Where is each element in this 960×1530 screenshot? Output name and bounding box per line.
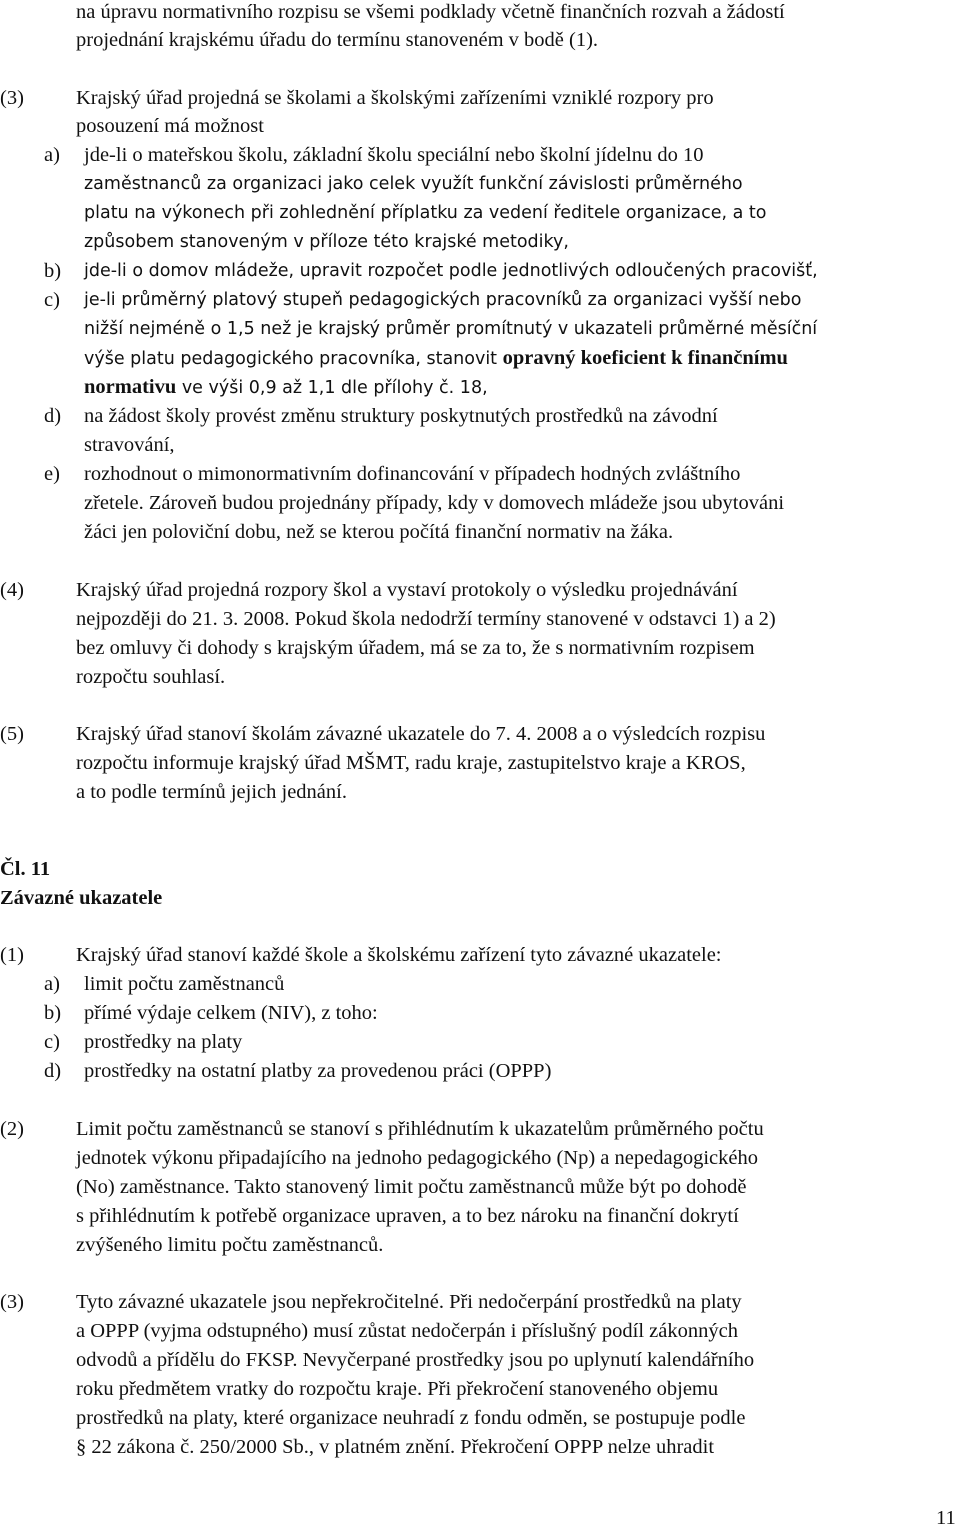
text-line: nižší nejméně o 1,5 než je krajský průměr promítnutý v ukazateli průměrné měsíční (84, 319, 818, 339)
list-marker: c) (44, 1031, 60, 1053)
page-number: 11 (936, 1507, 956, 1529)
text-line: a to podle termínů jejich jednání. (76, 781, 347, 803)
text-span: ve výši 0,9 až 1,1 dle přílohy č. 18, (176, 378, 488, 398)
list-marker: a) (44, 144, 60, 166)
list-marker: c) (44, 289, 60, 311)
bold-text: normativu (84, 376, 177, 398)
article-number (0, 857, 50, 881)
list-item: limit počtu zaměstnanců (84, 973, 285, 995)
text-line: Tyto závazné ukazatele jsou nepřekročitelné. Při nedočerpání prostředků na platy (76, 1291, 742, 1313)
text-line: projednání krajskému úřadu do termínu stanoveném v bodě (1). (76, 29, 599, 51)
text-line: s přihlédnutím k potřebě organizace upraven, a to bez nároku na finanční dokrytí (76, 1205, 739, 1227)
text-line: prostředků na platy, které organizace neuhradí z fondu odměn, se postupuje podle (76, 1407, 746, 1429)
paragraph-number: (5) (0, 723, 24, 745)
text-line: je-li průměrný platový stupeň pedagogických pracovníků za organizaci vyšší nebo (84, 290, 802, 310)
text-line: způsobem stanoveným v příloze této krajské metodiky, (84, 232, 569, 252)
text-line: rozpočtu souhlasí. (76, 666, 226, 688)
text-line: na žádost školy provést změnu struktury poskytnutých prostředků na závodní (84, 405, 718, 427)
text-line: rozhodnout o mimonormativním dofinancování v případech hodných zvláštního (84, 463, 741, 485)
text-line: jde-li o domov mládeže, upravit rozpočet podle jednotlivých odloučených pracovišť, (84, 261, 818, 281)
article-label: Čl. 11 (0, 858, 51, 880)
text-line: a OPPP (vyjma odstupného) musí zůstat nedočerpán i příslušný podíl zákonných (76, 1320, 738, 1342)
paragraph-number: (4) (0, 579, 24, 601)
text-line: Krajský úřad projedná rozpory škol a vystaví protokoly o výsledku projednávání (76, 579, 738, 601)
article-title: Závazné ukazatele (0, 887, 163, 909)
bold-text: opravný koeficient k finančnímu (502, 347, 788, 369)
paragraph-number: (1) (0, 944, 24, 966)
text-line: Krajský úřad stanoví školám závazné ukazatele do 7. 4. 2008 a o výsledcích rozpisu (76, 723, 766, 745)
text-line: platu na výkonech při zohlednění příplatku za vedení ředitele organizace, a to (84, 203, 767, 223)
list-marker: b) (44, 260, 62, 282)
text-span: výše platu pedagogického pracovníka, stanovit (84, 349, 503, 369)
text-line: jde-li o mateřskou školu, základní školu speciální nebo školní jídelnu do 10 (84, 144, 704, 166)
list-item: prostředky na platy (84, 1031, 243, 1053)
text-line: roku předmětem vratky do rozpočtu kraje. Při překročení stanoveného objemu (76, 1378, 719, 1400)
text-line: zvýšeného limitu počtu zaměstnanců. (76, 1234, 384, 1256)
text-line: nejpozději do 21. 3. 2008. Pokud škola nedodrží termíny stanovené v odstavci 1) a 2) (76, 608, 776, 630)
text-line: bez omluvy či dohody s krajským úřadem, má se za to, že s normativním rozpisem (76, 637, 755, 659)
text-line: (No) zaměstnance. Takto stanovený limit počtu zaměstnanců může být po dohodě (76, 1176, 747, 1198)
list-marker: a) (44, 973, 60, 995)
text-line: jednotek výkonu připadajícího na jednoho pedagogického (Np) a nepedagogického (76, 1147, 758, 1169)
text-line: na úpravu normativního rozpisu se všemi podklady včetně finančních rozvah a žádostí (76, 1, 785, 23)
text-line: žáci jen poloviční dobu, než se kterou počítá finanční normativ na žáka. (84, 521, 674, 543)
text-line (84, 346, 788, 371)
text-line: Krajský úřad projedná se školami a školskými zařízeními vzniklé rozpory pro (76, 87, 714, 109)
paragraph-number: (2) (0, 1118, 24, 1140)
text-line: Krajský úřad stanoví každé škole a školskému zařízení tyto závazné ukazatele: (76, 944, 722, 966)
text-line: odvodů a přídělu do FKSP. Nevyčerpané prostředky jsou po uplynutí kalendářního (76, 1349, 755, 1371)
list-marker: e) (44, 463, 60, 485)
text-line: rozpočtu informuje krajský úřad MŠMT, radu kraje, zastupitelstvo kraje a KROS, (76, 752, 746, 774)
list-item: přímé výdaje celkem (NIV), z toho: (84, 1002, 378, 1024)
text-line: Limit počtu zaměstnanců se stanoví s přihlédnutím k ukazatelům průměrného počtu (76, 1118, 764, 1140)
paragraph-number: (3) (0, 87, 24, 109)
text-line: posouzení má možnost (76, 115, 264, 137)
list-marker: d) (44, 405, 62, 427)
text-line: zaměstnanců za organizaci jako celek využít funkční závislosti průměrného (84, 174, 743, 194)
text-line: § 22 zákona č. 250/2000 Sb., v platném znění. Překročení OPPP nelze uhradit (76, 1436, 715, 1458)
text-line (84, 375, 488, 400)
paragraph-number: (3) (0, 1291, 24, 1313)
text-line: zřetele. Zároveň budou projednány případy, kdy v domovech mládeže jsou ubytováni (84, 492, 785, 514)
list-marker: d) (44, 1060, 62, 1082)
list-item: prostředky na ostatní platby za provedenou práci (OPPP) (84, 1060, 552, 1082)
text-line: stravování, (84, 434, 175, 456)
list-marker: b) (44, 1002, 62, 1024)
